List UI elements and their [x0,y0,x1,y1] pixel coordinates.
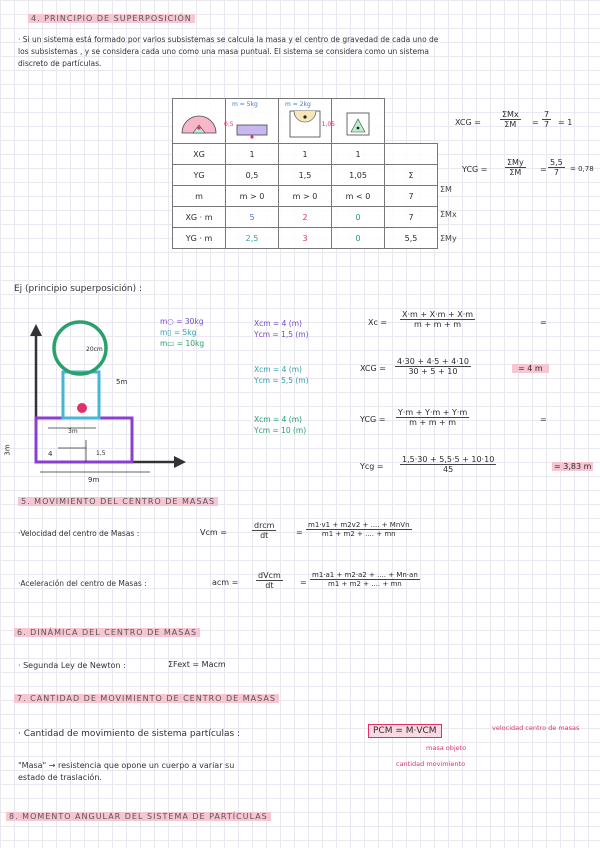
section5-title: 5. MOVIMIENTO DEL CENTRO DE MASAS [18,497,218,506]
row-label-xgm: XG · m [173,207,226,228]
ycg-fraction: $\frac{Y\cdot m + Y\cdot m + Y\cdot m}{m + m + m}$ [398,408,468,427]
ycg2-result: = 3,83 m [554,462,592,471]
annotation-velocity: velocidad centro de masas [492,724,580,732]
cm-pair-2: Xcm = 4 (m) Ycm = 5,5 (m) [254,365,309,385]
ycg2-fraction: $\frac{1,5\cdot 30 + 5,5\cdot 5 + 10\cdot 10}{45}$ [402,455,495,474]
cell: 0,5 [226,165,279,186]
annotation-mass: masa objeto [426,744,467,752]
equals: = [532,118,539,127]
vel-lhs: Vcm = [200,528,227,537]
ycg-result: = 0,78 [570,165,594,173]
shape-square-circle: m = 2kg 1,05 [279,99,332,144]
cell: 0 [332,207,385,228]
equals: = [296,528,303,537]
annotation-momentum: cantidad movimiento [396,760,466,768]
mass-definition: "Masa" → resistencia que opone un cuerpo a variar su estado de traslación. [18,761,235,782]
half-disc-icon [176,101,222,139]
side-sum-m: ΣM [440,185,452,194]
dim-9m: 9m [88,476,100,484]
triangle-icon [335,101,381,139]
shape-triangle [332,99,385,144]
dim-3m: 3m [68,428,78,435]
section7-title: 7. CANTIDAD DE MOVIMIENTO DE CENTRO DE MASAS [14,694,279,703]
row-label-m: m [173,186,226,207]
equals: = [540,415,547,424]
xcg-example-lhs: XCG = [360,364,386,373]
ycg2-lhs: Ycg = [360,462,384,471]
ycg-fraction: ΣMy ΣM [507,158,524,177]
momentum-formula: PCM = M·VCM [368,724,442,738]
shape-half-disc [173,99,226,144]
cell: 7 [385,207,438,228]
acc-fraction-expanded: $\frac{m1\cdot a1 + m2\cdot a2 + .... + Mn\cdot an}{m1 + m2 + .... + mn}$ [312,571,418,588]
cell: 3 [279,228,332,249]
xc-lhs: Xc = [368,318,388,327]
cell: 2 [279,207,332,228]
cell: 2,5 [226,228,279,249]
cell: m < 0 [332,186,385,207]
dim-4: 4 [48,450,53,458]
equals: = [540,318,547,327]
section4-paragraph: · Si un sistema está formado por varios subsistemas se calcula la masa y el centro de gravedad de cada uno de los subsistemas , y se considera cada uno como una masa puntual. El sistema se considera como un sistema discreto de partículas. [18,35,439,68]
side-sum-my: ΣMy [440,234,457,243]
cell: 5,5 [385,228,438,249]
acc-lhs: acm = [212,578,239,587]
superposition-table [172,98,438,249]
newton-label: · Segunda Ley de Newton : [18,661,126,670]
dim-3m-vertical: 3m [3,444,12,456]
velocity-label: ·Velocidad del centro de Masas : [18,529,140,538]
section6-title: 6. DINÁMICA DEL CENTRO DE MASAS [14,628,200,637]
xc-fraction: $\frac{X\cdot m + X\cdot m + X\cdot m}{m + m + m}$ [402,310,474,329]
masses-list: m○ = 30kg m▯ = 5kg m▭ = 10kg [160,317,205,348]
cell: Σ [385,165,438,186]
xcg-fraction: ΣMx ΣM [502,110,519,129]
acc-fraction: dVcm dt [258,571,281,590]
xcg-result: = 1 [558,118,573,127]
side-sum-mx: ΣMx [440,210,457,219]
shape-rectangle: m = 5kg 0,5 [226,99,279,144]
cell: 7 [385,186,438,207]
section4-title: 4. PRINCIPIO DE SUPERPOSICIÓN [28,14,195,23]
example-title: Ej (principio superposición) : [14,284,143,294]
momentum-label: · Cantidad de movimiento de sistema partículas : [18,729,241,739]
newton-formula: ΣFext = Macm [168,660,226,669]
ycg-fraction-value: $\frac{5,5}{7}$ [550,158,563,177]
dim-5m: 5m [116,378,128,386]
cell: 1,5 [279,165,332,186]
xcg-example-result: = 4 m [512,364,549,373]
section8-title: 8. MOMENTO ANGULAR DEL SISTEMA DE PARTÍCULAS [6,812,271,821]
cell: 1 [226,144,279,165]
vel-fraction-expanded: m1·v1 + m2v2 + .... + MnVn m1 + m2 + .... + mn [308,521,410,538]
xcg-example-fraction: $\frac{4\cdot 30 + 4\cdot 5 + 4\cdot 10}{30 + 5 + 10}$ [397,357,469,376]
cell [385,144,438,165]
dim-1-5: 1,5 [96,450,106,457]
cm-pair-1: Xcm = 4 (m) Ycm = 1,5 (m) [254,319,309,339]
row-label-xg: XG [173,144,226,165]
cm-pair-3: Xcm = 4 (m) Ycm = 10 (m) [254,415,307,435]
xcg-fraction-value: $\frac{7}{7}$ [544,110,550,129]
cell: m > 0 [279,186,332,207]
row-label-ygm: YG · m [173,228,226,249]
equals: = [300,578,307,587]
vel-fraction: drcm dt [254,521,275,540]
cell: 5 [226,207,279,228]
cell: 0 [332,228,385,249]
cell: 1,05 [332,165,385,186]
ycg-lhs: YCG = [462,165,488,174]
row-label-yg: YG [173,165,226,186]
cell: 1 [279,144,332,165]
cell: m > 0 [226,186,279,207]
cell: 1 [332,144,385,165]
equals: = [540,165,547,174]
dim-20cm: 20cm [86,346,103,353]
acceleration-label: ·Aceleración del centro de Masas : [18,579,147,588]
ycg-lhs: YCG = [360,415,386,424]
xcg-lhs: XCG = [455,118,481,127]
